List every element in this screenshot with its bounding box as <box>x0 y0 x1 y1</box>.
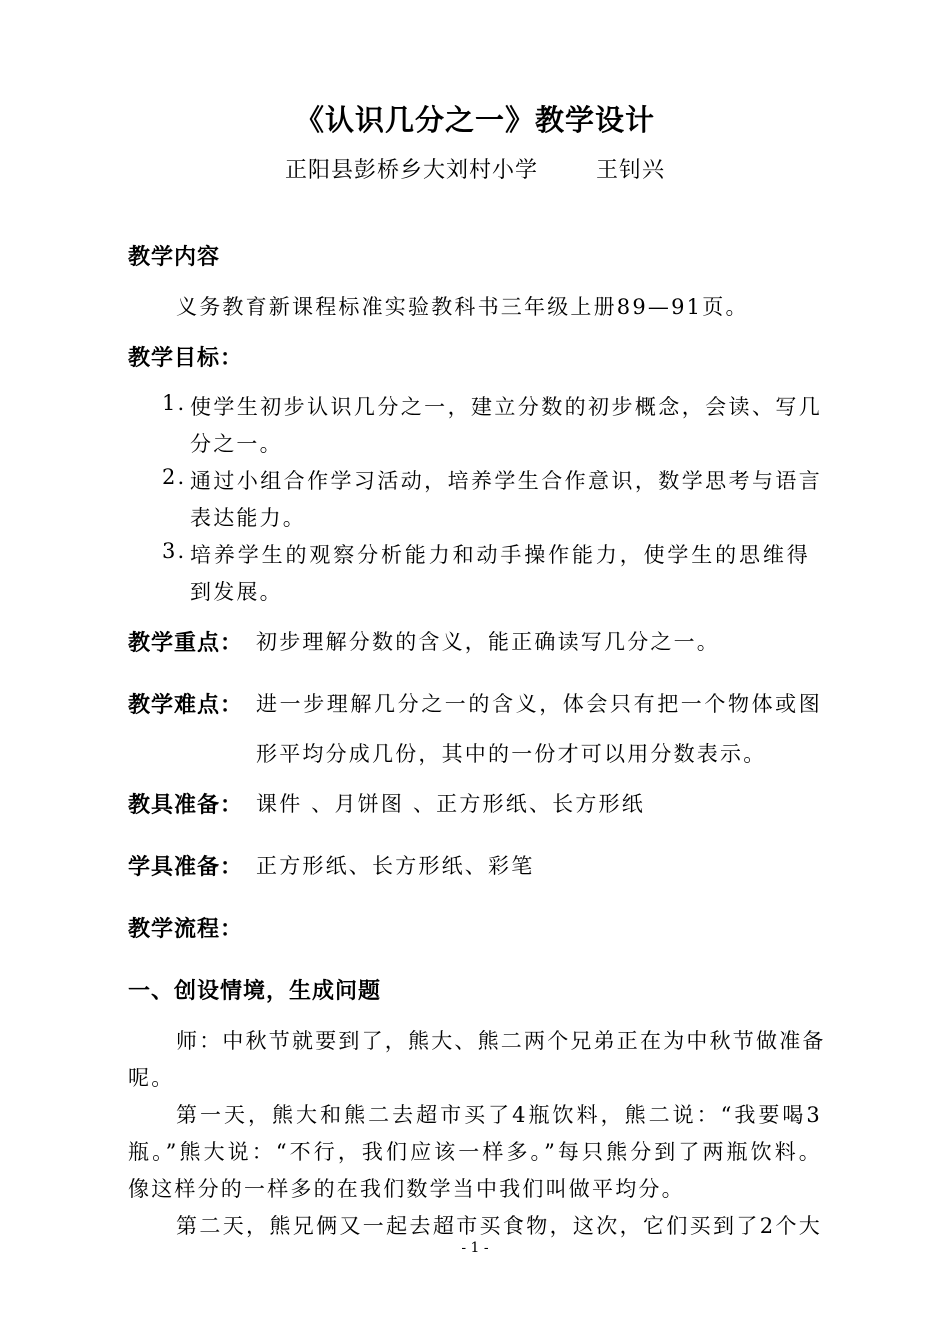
goal-line: 通过小组合作学习活动，培养学生合作意识，数学思考与语言 <box>190 469 822 493</box>
content-text: 义务教育新课程标准实验教科书三年级上册89—91页。 <box>176 295 749 319</box>
process-heading: 教学流程： <box>128 916 244 942</box>
content-heading: 教学内容 <box>128 244 221 270</box>
paragraph-line: 呢。 <box>128 1066 175 1090</box>
paragraph-line: 师：中秋节就要到了，熊大、熊二两个兄弟正在为中秋节做准备 <box>176 1029 826 1053</box>
teacher-tools-text: 课件 、月饼图 、正方形纸、长方形纸 <box>256 792 645 816</box>
author-school: 正阳县彭桥乡大刘村小学 <box>284 158 538 183</box>
goal-number: 2. <box>162 465 187 489</box>
author-line <box>0 153 950 184</box>
goal-line: 使学生初步认识几分之一，建立分数的初步概念，会读、写几 <box>190 395 822 419</box>
goal-number: 3. <box>162 539 187 563</box>
goal-line: 到发展。 <box>190 580 283 604</box>
goal-number: 1. <box>162 391 187 415</box>
document-title: 《认识几分之一》教学设计 <box>294 103 655 137</box>
difficulty-label: 教学难点： <box>128 692 244 718</box>
page-number: - 1 - <box>461 1240 489 1256</box>
goals-heading: 教学目标： <box>128 345 244 371</box>
difficulty-text: 进一步理解几分之一的含义，体会只有把一个物体或图 <box>256 692 822 716</box>
goal-line: 培养学生的观察分析能力和动手操作能力，使学生的思维得 <box>190 543 810 567</box>
paragraph-line: 第一天，熊大和熊二去超市买了4瓶饮料，熊二说：“我要喝3 <box>176 1103 822 1127</box>
student-tools-text: 正方形纸、长方形纸、彩笔 <box>256 854 535 878</box>
difficulty-text: 形平均分成几份，其中的一份才可以用分数表示。 <box>256 742 767 766</box>
paragraph-line: 像这样分的一样多的在我们数学当中我们叫做平均分。 <box>128 1177 685 1201</box>
teacher-tools-label: 教具准备： <box>128 792 244 818</box>
paragraph-line: 瓶。”熊大说：“不行，我们应该一样多。”每只熊分到了两瓶饮料。 <box>128 1140 822 1164</box>
key-point-text: 初步理解分数的含义，能正确读写几分之一。 <box>256 630 720 654</box>
paragraph-line: 第二天，熊兄俩又一起去超市买食物，这次，它们买到了2个大 <box>176 1214 822 1238</box>
author-name: 王钊兴 <box>596 158 666 183</box>
goal-line: 分之一。 <box>190 432 283 456</box>
section1-heading: 一、创设情境，生成问题 <box>128 978 382 1004</box>
key-point-label: 教学重点： <box>128 630 244 656</box>
goal-line: 表达能力。 <box>190 506 306 530</box>
student-tools-label: 学具准备： <box>128 854 244 880</box>
